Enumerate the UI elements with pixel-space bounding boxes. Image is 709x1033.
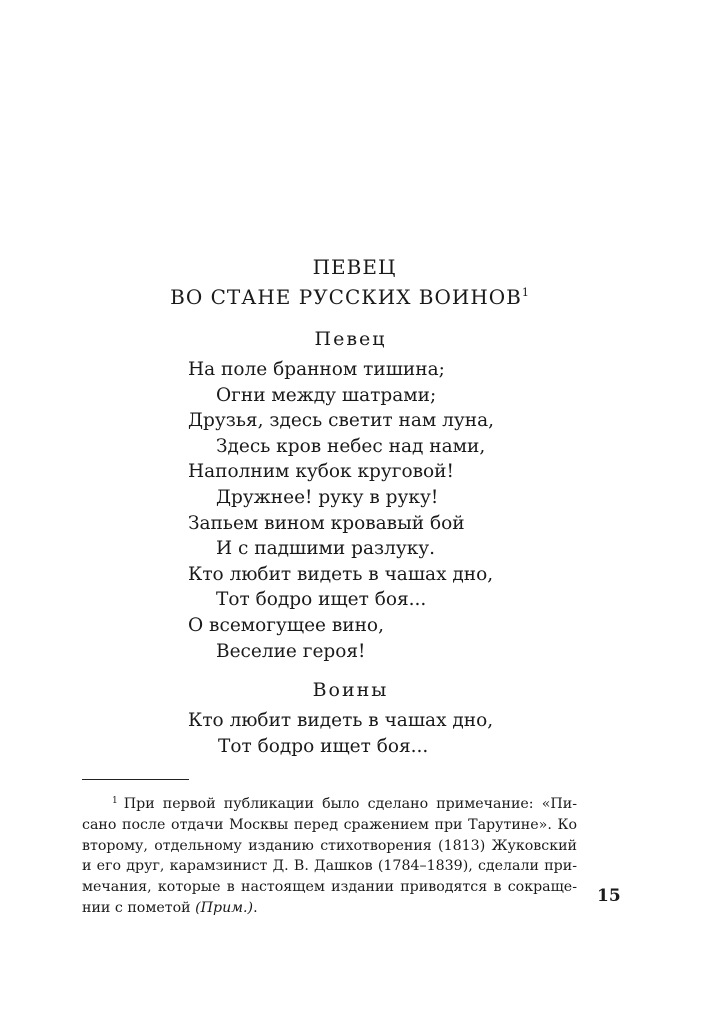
footnote-last-italic: (Прим.) (195, 899, 254, 916)
footnote-line: сано после отдачи Москвы перед сражением при Тарутине». Ко (82, 816, 577, 833)
footnote-last-suffix: . (253, 899, 258, 916)
stanza-singer (188, 357, 494, 664)
footnote-line (82, 791, 577, 815)
poem-title-text-2: ВО СТАНЕ РУССКИХ ВОИНОВ (170, 285, 522, 309)
poem-title-text-1: ПЕВЕЦ (312, 255, 397, 279)
verse-line: Тот бодро ищет боя... (218, 735, 429, 757)
poem-title-line-2 (0, 279, 704, 311)
poem-title-line-1 (0, 253, 709, 281)
verse-line: Запьем вином кровавый бой (188, 512, 465, 534)
verse-line: Друзья, здесь светит нам луна, (188, 410, 495, 432)
footnote-line-text: При первой публикации было сделано примечание: «Пи- (123, 796, 577, 812)
verse-line: Огни между шатрами; (216, 384, 437, 406)
speaker-heading-singer: Певец (314, 328, 387, 350)
footnote-line: мечания, которые в настоящем издании приводятся в сокраще- (82, 879, 577, 896)
verse-line: Тот бодро ищет боя... (216, 589, 427, 611)
verse-line: Веселие героя! (216, 640, 366, 662)
stanza-warriors (188, 708, 493, 759)
footnote-line: второму, отдельному изданию стихотворения (1813) Жуковский (82, 837, 577, 854)
footnote-line: и его друг, карамзинист Д. В. Дашков (1784–1839), сделали при- (82, 858, 577, 875)
footnote (82, 791, 577, 919)
footnote-line (82, 898, 577, 919)
page-number: 15 (597, 886, 621, 906)
footnote-mark: 1 (112, 796, 118, 806)
verse-line: Здесь кров небес над нами, (216, 435, 486, 457)
verse-line: Кто любит видеть в чашах дно, (188, 710, 494, 731)
title-footnote-ref[interactable]: 1 (521, 286, 529, 299)
verse-line: И с падшими разлуку. (216, 538, 436, 560)
footnote-divider (82, 779, 189, 780)
verse-line: Кто любит видеть в чашах дно, (188, 563, 494, 585)
speaker-heading-warriors: Воины (312, 679, 389, 701)
verse-line: О всемогущее вино, (188, 614, 384, 636)
verse-line: На поле бранном тишина; (188, 359, 445, 380)
verse-line: Наполним кубок круговой! (188, 461, 454, 483)
verse-line: Дружнее! руку в руку! (216, 486, 439, 508)
footnote-last-prefix: нии с пометой (82, 899, 196, 916)
